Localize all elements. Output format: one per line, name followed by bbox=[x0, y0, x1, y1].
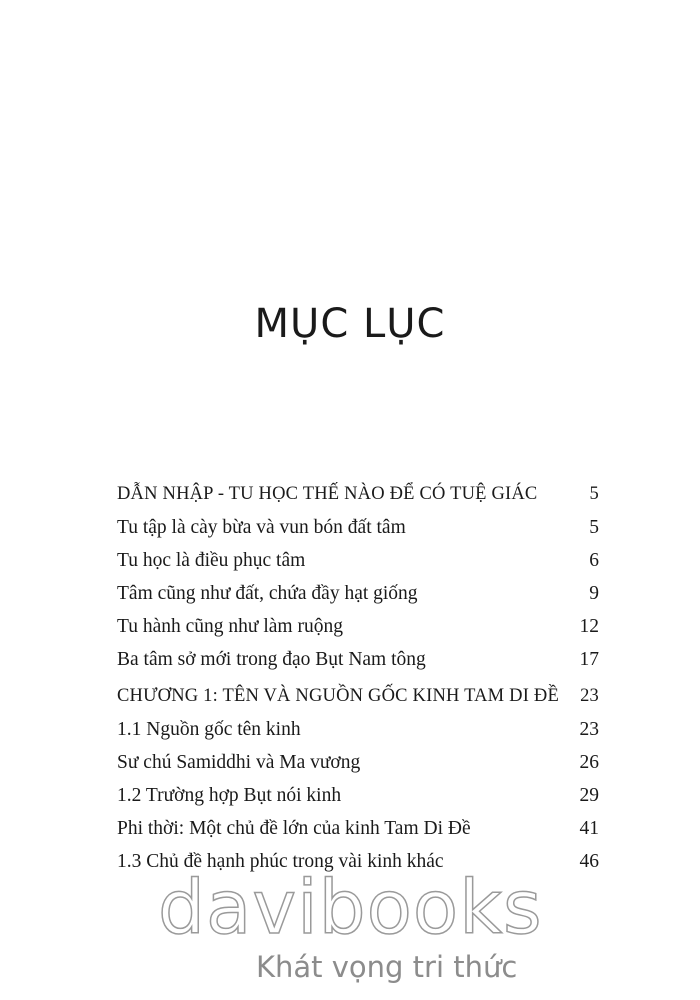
toc-entry-title: Tâm cũng như đất, chứa đầy hạt giống bbox=[117, 583, 418, 604]
toc-entry-page: 9 bbox=[589, 583, 599, 604]
toc-entry-page: 26 bbox=[579, 752, 599, 773]
toc-entry-title: Tu học là điều phục tâm bbox=[117, 550, 306, 571]
watermark-tagline: Khát vọng tri thức bbox=[256, 950, 518, 984]
toc-entry bbox=[117, 544, 599, 577]
toc-entry-title: Tu tập là cày bừa và vun bón đất tâm bbox=[117, 517, 406, 538]
toc-entry-chapter-1 bbox=[117, 680, 599, 713]
toc-entry-page: 12 bbox=[579, 616, 599, 637]
toc-entry-page: 29 bbox=[579, 785, 599, 806]
toc-entry-title: Tu hành cũng như làm ruộng bbox=[117, 616, 343, 637]
toc-entry-page: 5 bbox=[589, 484, 599, 504]
toc-entry bbox=[117, 779, 599, 812]
toc-entry-page: 6 bbox=[589, 550, 599, 571]
toc-entry-page: 23 bbox=[580, 686, 599, 706]
toc-entry-title: 1.3 Chủ đề hạnh phúc trong vài kinh khác bbox=[117, 851, 444, 872]
toc-entry bbox=[117, 746, 599, 779]
toc-entry-page: 23 bbox=[579, 719, 599, 740]
toc-entry-title: DẪN NHẬP - TU HỌC THẾ NÀO ĐỂ CÓ TUỆ GIÁC bbox=[117, 484, 538, 504]
page-title: MỤC LỤC bbox=[254, 300, 446, 347]
toc-entry-title: Ba tâm sở mới trong đạo Bụt Nam tông bbox=[117, 649, 426, 670]
toc-entry-title: Phi thời: Một chủ đề lớn của kinh Tam Di Đề bbox=[117, 818, 471, 839]
toc-entry bbox=[117, 643, 599, 676]
toc-entry-page: 46 bbox=[579, 851, 599, 872]
toc-entry bbox=[117, 577, 599, 610]
toc-entry-title: 1.2 Trường hợp Bụt nói kinh bbox=[117, 785, 342, 806]
toc-entry bbox=[117, 812, 599, 845]
toc-entry-page: 41 bbox=[579, 818, 599, 839]
toc-entry-page: 5 bbox=[589, 517, 599, 538]
watermark-brand: davibooks bbox=[158, 865, 543, 951]
toc-entry-title: CHƯƠNG 1: TÊN VÀ NGUỒN GỐC KINH TAM DI ĐỀ bbox=[117, 686, 559, 706]
table-of-contents bbox=[117, 478, 599, 878]
toc-entry-page: 17 bbox=[579, 649, 599, 670]
toc-entry bbox=[117, 511, 599, 544]
toc-entry-title: 1.1 Nguồn gốc tên kinh bbox=[117, 719, 301, 740]
watermark bbox=[158, 865, 558, 988]
toc-entry bbox=[117, 610, 599, 643]
toc-entry bbox=[117, 713, 599, 746]
toc-entry-intro bbox=[117, 478, 599, 511]
toc-entry-title: Sư chú Samiddhi và Ma vương bbox=[117, 752, 361, 773]
